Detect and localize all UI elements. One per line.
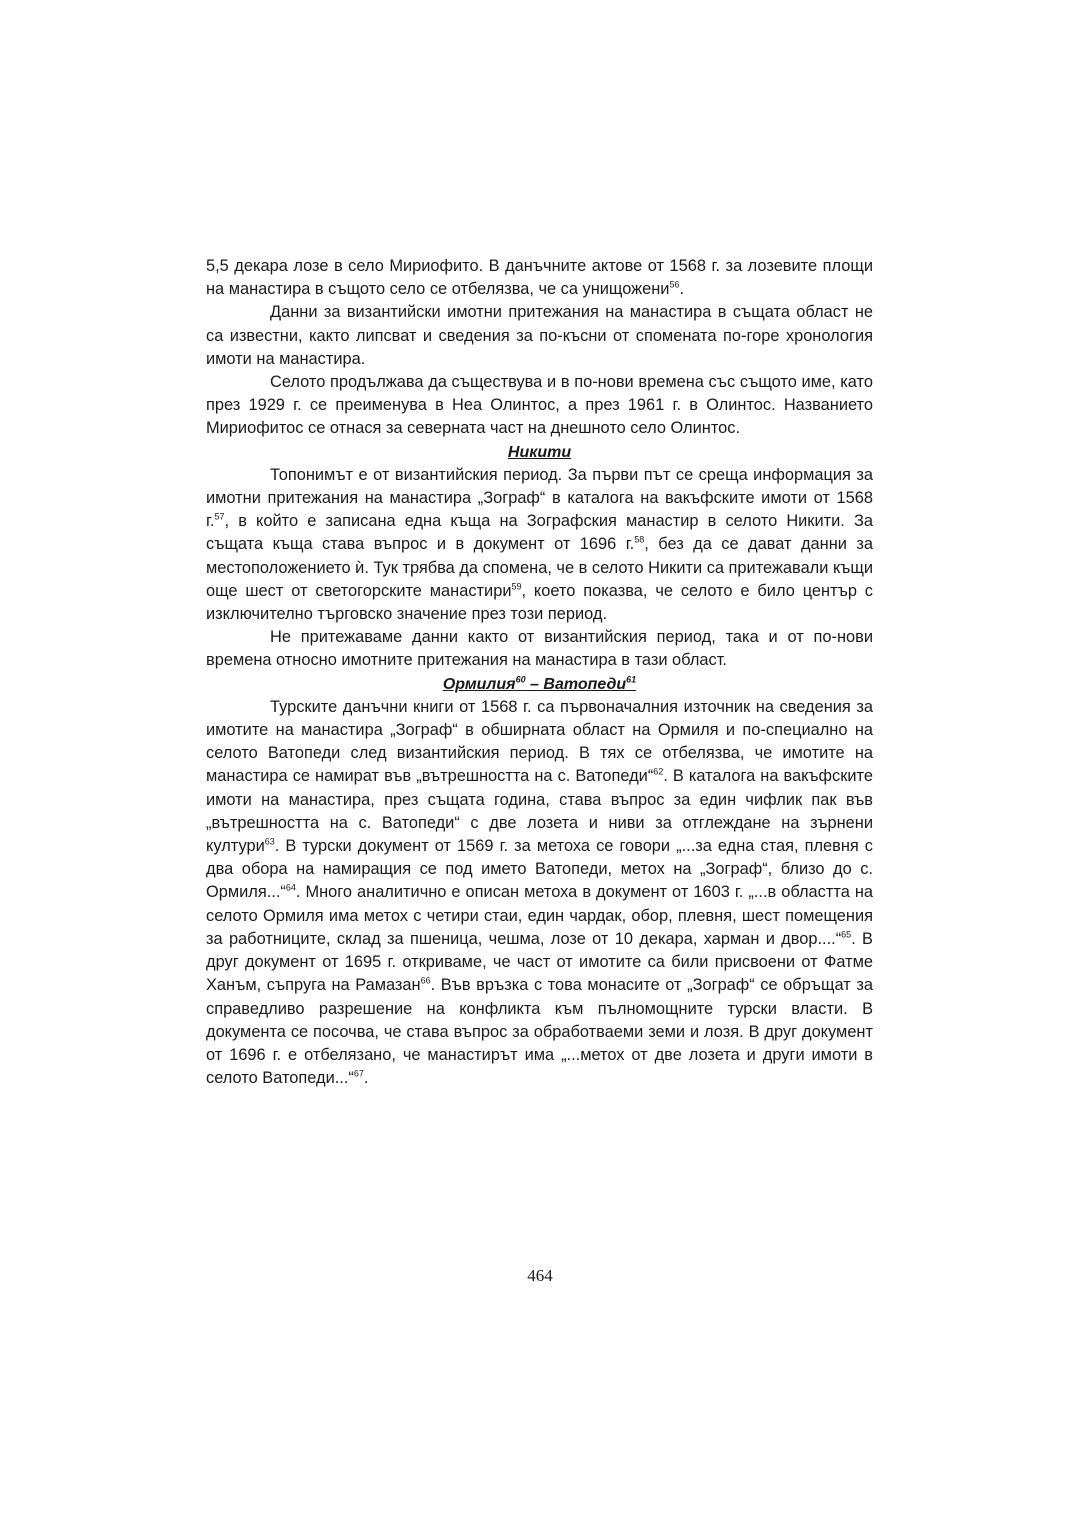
paragraph-nikiti-toponym: Топонимът е от византийския период. За първи път се среща информация за имотни притежания на манастира „Зограф“ в каталога на вакъфските имоти от 1568 г.$^{57}$, в който е записана една къща на Зографския манастир в селото Никити. За същата къща става въпрос и в документ от 1696 г.$^{58}$, без да се дават данни за местоположението ѝ. Тук трябва да спомена, че в селото Никити са притежавали къщи още шест от светогорските манастири$^{59}$, което показва, че селото е било център с изключително търговско значение през този период. [206, 465, 874, 624]
footnote-ref[interactable]: 60 [515, 674, 526, 685]
paragraph-byzantine-data: Данни за византийски имотни притежания на манастира в същата област не са известни, както липсват и сведения за по-късни от спомената по-горе хронология имоти на манастира. [206, 303, 873, 368]
footnote-ref[interactable]: 67 [353, 1068, 364, 1079]
footnote-ref[interactable]: 65 [841, 929, 852, 940]
footnote-ref[interactable]: 61 [626, 674, 637, 685]
paragraph-village-renaming: Селото продължава да съществува и в по-нови времена със същото име, като през 1929 г. се преименува в Неа Олинтос, а през 1961 г. в Олинтос. Названието Мириофитос се отнася за северната част на днешното село Олинтос. [206, 373, 873, 438]
document-body [206, 255, 873, 1090]
footnote-ref[interactable]: 64 [285, 883, 296, 894]
section-heading-nikiti: Никити [507, 443, 572, 461]
footnote-ref[interactable]: 59 [511, 581, 522, 592]
footnote-ref[interactable]: 62 [653, 767, 664, 777]
paragraph-miriofito-continued: 5,5 декара лозе в село Мириофито. В данъчните актове от 1568 г. за лозевите площи на манастира в същото село се отбелязва, че са унищожени$^{56}$. [206, 257, 873, 299]
footnote-ref[interactable]: 56 [669, 279, 680, 290]
footnote-ref[interactable]: 58 [634, 534, 645, 545]
section-heading-ormilia-vatopedi: Ормилия$^{60}$ – Ватопеди$^{61}$ [442, 674, 637, 693]
footnote-ref[interactable]: 66 [420, 975, 431, 986]
footnote-ref[interactable]: 63 [264, 836, 275, 847]
paragraph-nikiti-no-data: Не притежаваме данни както от византийския период, така и от по-нови времена относно имотните притежания на манастира в тази област. [206, 628, 873, 670]
paragraph-ormilia-tax-books: Турските данъчни книги от 1568 г. са първоначалния източник на сведения за имотите на манастира „Зограф“ в обширната област на Ормиля и по-специално на селото Ватопеди след византийския период. В тях се отбелязва, че имотите на манастира се намират във „вътрешността на с. Ватопеди“$^{62}$. В каталога на вакъфските имоти на манастира, през същата година, става въпрос за един чифлик пак във „вътрешността на с. Ватопеди“ с две лозета и ниви за отглеждане на зърнени култури$^{63}$. В турски документ от 1569 г. за метоха се говори „...за една стая, плевня с два обора на намиращия се под името Ватопеди, метох на „Зограф“, близо до с. Ормиля...“$^{64}$. Много аналитично е описан метоха в документ от 1603 г. „...в областта на селото Ормиля има метох с четири стаи, един чардак, обор, плевня, шест помещения за работниците, склад за пшеница, чешма, лозе от 10 декара, харман и двор....“$^{65}$. В друг документ от 1695 г. откриваме, че част от имотите са били присвоени от Фатме Ханъм, съпруга на Рамазан$^{66}$. Във връзка с това монасите от „Зограф“ се обръщат за справедливо разрешение на конфликта към пълномощните турски власти. В документа се посочва, че става въпрос за обработваеми земи и лозя. В друг документ от 1696 г. е отбелязано, че манастирът има „...метох от две лозета и други имоти в селото Ватопеди...“$^{67}$. [206, 697, 873, 1088]
page-number: 464 [527, 1266, 553, 1285]
footnote-ref[interactable]: 57 [214, 511, 225, 522]
